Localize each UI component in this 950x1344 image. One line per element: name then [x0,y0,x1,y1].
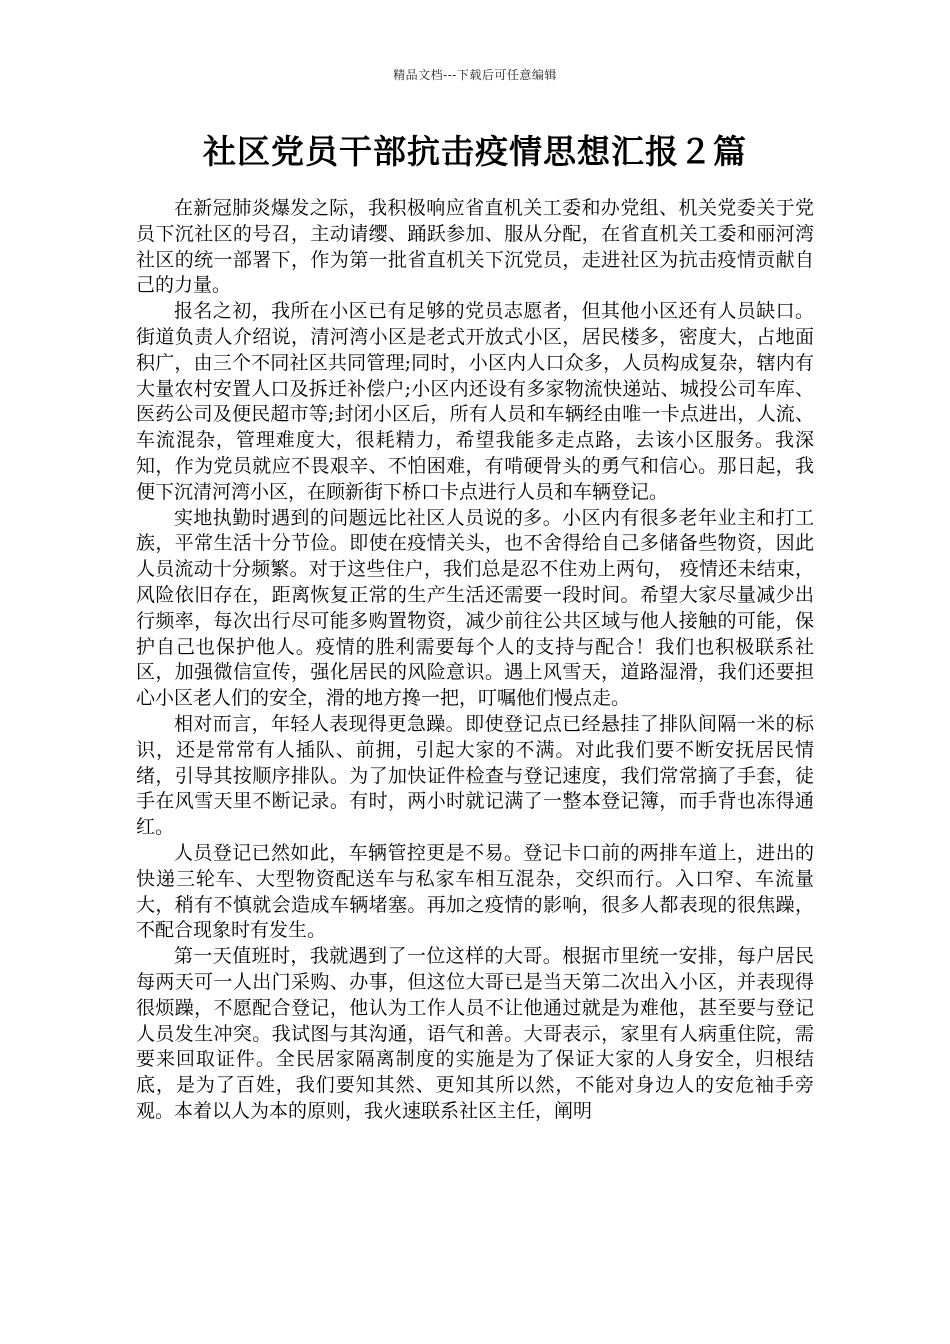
paragraph-4: 相对而言，年轻人表现得更急躁。即使登记点已经悬挂了排队间隔一米的标识，还是常常有人插队、前拥，引起大家的不满。对此我们要不断安抚居民情绪，引导其按顺序排队。为了加快证件检查与登记速度，我们常常摘了手套，徒手在风雪天里不断记录。有时，两小时就记满了一整本登记簿，而手背也冻得通红。 [136,712,814,839]
document-body [136,196,814,1125]
document-title: 社区党员干部抗击疫情思想汇报２篇 [203,132,747,171]
paragraph-1: 在新冠肺炎爆发之际，我积极响应省直机关工委和办党组、机关党委关于党员下沉社区的号召，主动请缨、踊跃参加、服从分配，在省直机关工委和丽河湾社区的统一部署下，作为第一批省直机关下沉党员，走进社区为抗击疫情贡献自己的力量。 [136,197,814,297]
paragraph-2: 报名之初，我所在小区已有足够的党员志愿者，但其他小区还有人员缺口。街道负责人介绍说，清河湾小区是老式开放式小区，居民楼多，密度大，占地面积广，由三个不同社区共同管理;同时，小区内人口众多，人员构成复杂，辖内有大量农村安置人口及拆迁补偿户;小区内还设有多家物流快递站、城投公司车库、医药公司及便民超市等;封闭小区后，所有人员和车辆经由唯一卡点进出，人流、车流混杂，管理难度大，很耗精力，希望我能多走点路，去该小区服务。我深知，作为党员就应不畏艰辛、不怕困难，有啃硬骨头的勇气和信心。那日起，我便下沉清河湾小区，在顾新街下桥口卡点进行人员和车辆登记。 [136,300,814,503]
paragraph-5: 人员登记已然如此，车辆管控更是不易。登记卡口前的两排车道上，进出的快递三轮车、大型物资配送车与私家车相互混杂，交织而行。入口窄、车流量大，稍有不慎就会造成车辆堵塞。再加之疫情的影响，很多人都表现的很焦躁，不配合现象时有发生。 [136,841,814,942]
paragraph-6: 第一天值班时，我就遇到了一位这样的大哥。根据市里统一安排，每户居民每两天可一人出门采购、办事，但这位大哥已是当天第二次出入小区，并表现得很烦躁，不愿配合登记，他认为工作人员不让他通过就是为难他，甚至要与登记人员发生冲突。我试图与其沟通，语气和善。大哥表示，家里有人病重住院，需要来回取证件。全民居家隔离制度的实施是为了保证大家的人身安全，归根结底，是为了百姓，我们要知其然、更知其所以然，不能对身边人的安危袖手旁观。本着以人为本的原则，我火速联系社区主任，阐明 [136,945,814,1122]
page-header-note: 精品文档---下载后可任意编辑 [393,68,557,82]
paragraph-3: 实地执勤时遇到的问题远比社区人员说的多。小区内有很多老年业主和打工族，平常生活十分节俭。即使在疫情关头，也不舍得给自己多储备些物资，因此人员流动十分频繁。对于这些住户，我们总是忍不住劝上两句， 疫情还未结束，风险依旧存在，距离恢复正常的生产生活还需要一段时间。希望大家尽量减少出行频率，每次出行尽可能多购置物资，减少前往公共区域与他人接触的可能，保护自己也保护他人。疫情的胜利需要每个人的支持与配合！我们也积极联系社区，加强微信宣传，强化居民的风险意识。遇上风雪天，道路湿滑，我们还要担心小区老人们的安全，滑的地方搀一把，叮嘱他们慢点走。 [136,506,814,710]
